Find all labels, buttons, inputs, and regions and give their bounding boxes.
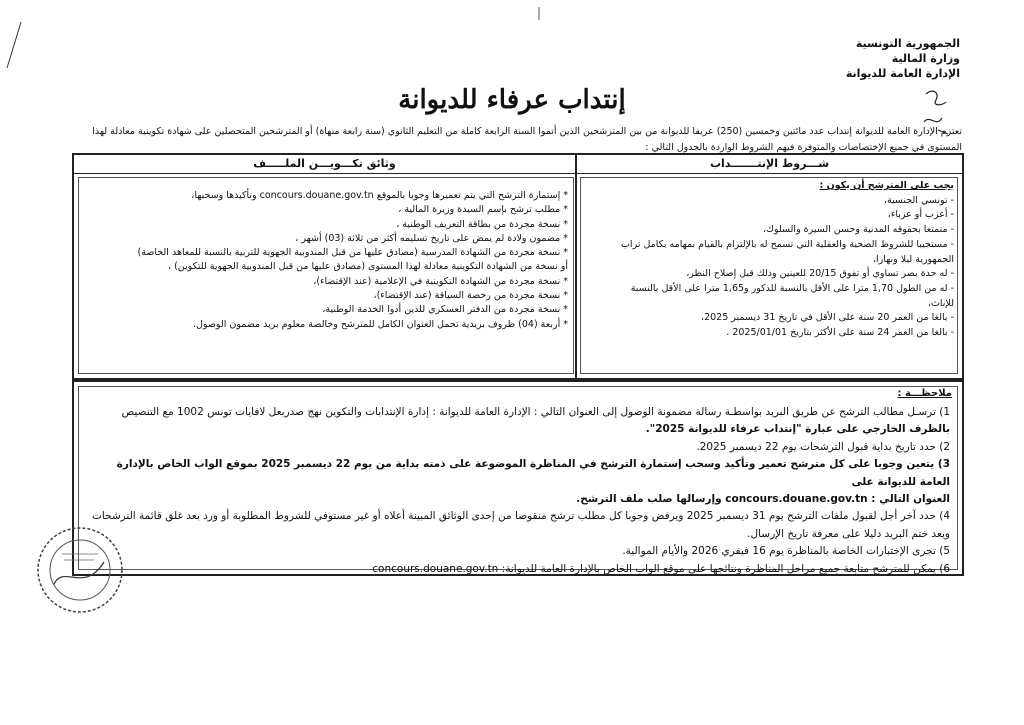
document-item: أو نسخة من الشهادة التكوينية معادلة لهذا المستوى (مصادق عليها من قبل المندوبية الجهوية للتكوين) ،	[168, 261, 568, 273]
conditions-lead: يجب على المترشح أن يكون :	[819, 180, 954, 191]
conditions-header: شـــروط الإنتـــــــداب	[709, 157, 830, 170]
note-5: 5) تجرى الإختبارات الخاصة بالمناظرة يوم 16 فيفري 2026 والأيام الموالية.	[622, 545, 950, 558]
note-1-line-1: 1) ترسـل مطالب الترشح عن طريق البريد بواسطـة رسالة مضمونة الوصول إلى العنوان التالي : الإدارة العامة للديوانة : إدارة الإنتدابات والتكوين نهج صدربعل لافايات تونس 1002 مع التنصيص	[121, 406, 950, 418]
condition-item: - بالغا من العمر 24 سنة على الأكثر بتاريخ 2025/01/01 .	[726, 327, 954, 339]
condition-item: - له من الطول 1,70 مترا على الأقل بالنسبة للذكور و1,65 مترا على الأقل بالنسبة	[630, 282, 954, 294]
note-4-line-1: 4) حدد آخر أجل لقبول ملفات الترشح يوم 31 ديسمبر 2025 ويرفض وجوبا كل مطلب ترشح منقوصا من إحدى الوثائق المبينة أعلاه أو غير مستوفي للشروط المطلوبة أو ورد بعد غلق قائمة الترشحات	[91, 510, 950, 523]
condition-item: - له حدة بصر تساوي أو تفوق 20/15 للعينين وذلك قبل إصلاح النظر،	[686, 268, 954, 280]
notes-body	[86, 404, 950, 578]
condition-item: الجمهورية ليلا ونهارا،	[872, 253, 954, 265]
letterhead-ministry: وزارة المالية	[891, 52, 960, 65]
page-title: إنتداب عرفاء للديوانة	[398, 85, 626, 115]
condition-item: - متمتعا بحقوقه المدنية وحسن السيرة والسلوك،	[763, 224, 954, 236]
document-item: * أربعة (04) ظروف بريدية تحمل العنوان الكامل للمترشح وخالصة معلوم بريد مضمون الوصول.	[193, 318, 568, 330]
pen-stroke-mark	[4, 20, 24, 70]
document-item: * نسخة مجردة من الشهادة التكوينية في الإعلامية (عند الإقتضاء)،	[313, 275, 568, 287]
note-3-line-2: العنوان التالي : concours.douane.gov.tn وإرسالها صلب ملف الترشح.	[576, 493, 950, 506]
column-divider	[575, 155, 577, 378]
requirements-table	[72, 153, 964, 380]
document-item: * مضمون ولادة لم يمض على تاريخ تسليمه أكثر من ثلاثة (03) أشهر ،	[295, 232, 568, 244]
condition-item: للإناث،	[927, 297, 954, 309]
document-item: * نسخة مجردة من الشهادة المدرسية (مصادق عليها من قبل المندوبية الجهوية للتربية بالنسبة للمعاهد الخاصة)	[137, 247, 568, 259]
letterhead-directorate: الإدارة العامة للديوانة	[845, 67, 960, 80]
official-stamp-seal	[34, 524, 126, 616]
documents-list	[82, 189, 568, 332]
top-tick-mark	[536, 6, 542, 22]
document-item: * نسخة مجردة من الدفتر العسكري للذين أدوا الخدمة الوطنية،	[322, 304, 568, 316]
note-1-line-2: بالظرف الخارجي على عبارة "إنتداب عرفاء للديوانة 2025".	[645, 423, 950, 436]
document-item: * نسخة مجردة من بطاقة التعريف الوطنية ،	[396, 218, 568, 230]
note-2: 2) حدد تاريخ بداية قبول الترشحات يوم 22 ديسمبر 2025.	[696, 440, 950, 453]
note-4-line-2: ويعد ختم البريد دليلا على معرفة تاريخ الإرسال.	[747, 527, 950, 540]
document-item: * نسخة مجردة من رخصة السياقة (عند الإقتضاء)،	[373, 290, 568, 302]
condition-item: - بالغا من العمر 20 سنة على الأقل في تاريخ 31 ديسمبر 2025،	[701, 312, 954, 324]
document-item: * مطلب ترشح بإسم السيدة وزيرة المالية ،	[398, 204, 568, 216]
condition-item: - أعزب أو عزباء،	[887, 209, 954, 221]
intro-paragraph: تعتزم الإدارة العامة للديوانة إنتداب عدد مائتين وخمسين (250) عريفا للديوانة من بين المترشحين الذين أتموا السنة الرابعة كاملة من التعليم الثانوي (سنة رابعة منهاة) أو المترشحين المتحصلين على شهادة تكوينية معادلة لهذا المستوى في جميع الإختصاصات والمتوفرة فيهم الشروط الواردة بالجدول التالي :	[92, 126, 962, 153]
notes-box	[72, 380, 964, 576]
note-3-line-1: 3) يتعين وجوبا على كل مترشح تعمير وتأكيد وسحب إستمارة الترشح في المناظرة الموضوعة على ذمته بداية من يوم 22 ديسمبر 2025 بموقع الواب الخاص بالإدارة العامة للديوانة على	[116, 458, 950, 488]
condition-item: - تونسي الجنسية،	[883, 194, 954, 206]
document-item: * إستمارة الترشح التي يتم تعميرها وجوبا بالموقع concours.douane.gov.tn وتأكيدها وسحبها،	[191, 190, 568, 201]
notes-title: ملاحظـــة :	[897, 388, 952, 399]
conditions-list	[586, 179, 954, 341]
letterhead-republic: الجمهورية التونسية	[855, 37, 960, 50]
letterhead	[846, 36, 960, 81]
note-6: 6) يمكن للمترشح متابعة جميع مراحل المناظرة ونتائجها على موقع الواب الخاص بالإدارة العامة للديوانة: concours.douane.gov.tn	[372, 562, 950, 575]
documents-header: وثائق تكـــويـــن الملـــــف	[253, 157, 396, 170]
condition-item: - مستجيبا للشروط الصحية والعقلية التي تسمح له بالإلتزام بالقيام بمهامه بكامل تراب	[620, 238, 954, 250]
